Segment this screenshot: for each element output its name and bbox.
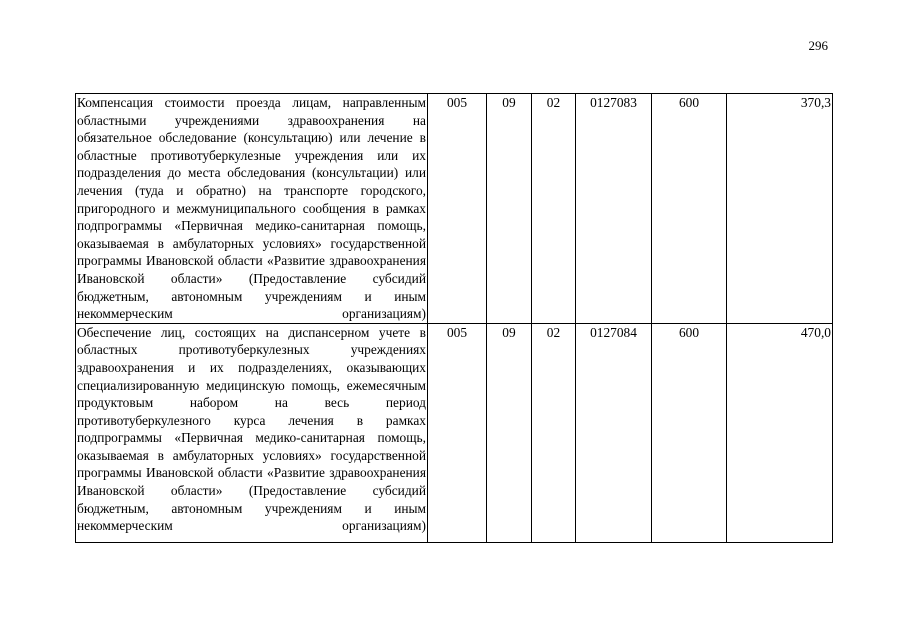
table-row (76, 323, 833, 542)
expense-type-code: 600 (652, 94, 727, 324)
amount-value: 370,3 (727, 94, 833, 324)
expense-type-code: 600 (652, 323, 727, 542)
table-row (76, 94, 833, 324)
admin-code: 005 (428, 94, 487, 324)
section-code: 09 (487, 323, 532, 542)
page-number: 296 (808, 38, 828, 53)
subsection-code: 02 (532, 94, 576, 324)
target-article-code: 0127083 (576, 94, 652, 324)
target-article-code: 0127084 (576, 323, 652, 542)
admin-code: 005 (428, 323, 487, 542)
section-code: 09 (487, 94, 532, 324)
subsection-code: 02 (532, 323, 576, 542)
budget-table (75, 93, 833, 543)
row-description: Компенсация стоимости проезда лицам, направленным областными учреждениями здравоохранения на обязательное обследование (консультацию) или лечение в областные противотуберкулезные учреждения или их подразделения до места обследования (консультации) или лечения (туда и обратно) на транспорте городского, пригородного и межмуниципального сообщения в рамках подпрограммы «Первичная медико-санитарная помощь, оказываемая в амбулаторных условиях» государственной программы Ивановской области «Развитие здравоохранения Ивановской области» (Предоставление субсидий бюджетным, автономным учреждениям и иным некоммерческим организациям) (76, 94, 428, 324)
amount-value: 470,0 (727, 323, 833, 542)
row-description: Обеспечение лиц, состоящих на диспансерном учете в областных противотуберкулезных учреждениях здравоохранения и их подразделениях, оказывающих специализированную медицинскую помощь, ежемесячным продуктовым набором на весь период противотуберкулезного курса лечения в рамках подпрограммы «Первичная медико-санитарная помощь, оказываемая в амбулаторных условиях» государственной программы Ивановской области «Развитие здравоохранения Ивановской области» (Предоставление субсидий бюджетным, автономным учреждениям и иным некоммерческим организациям) (76, 323, 428, 542)
